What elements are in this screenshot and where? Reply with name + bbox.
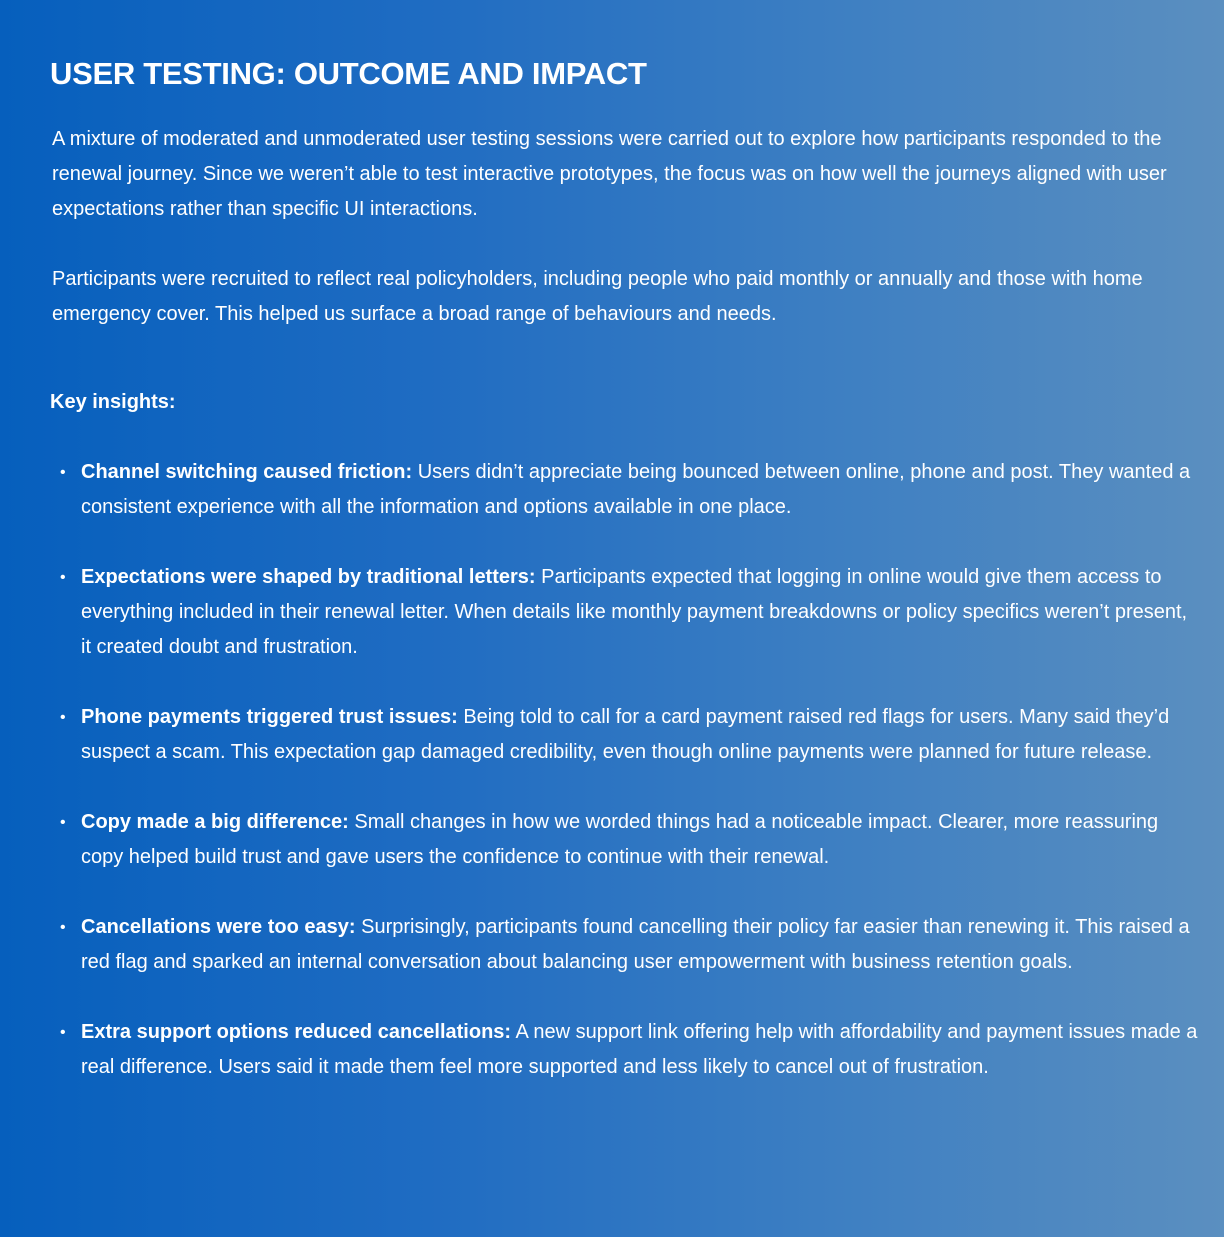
intro-paragraph: Participants were recruited to reflect real policyholders, including people who paid monthly or annually and those with home emergency cover. This helped us surface a broad range of behaviours and needs.: [52, 268, 1143, 325]
insights-list: [50, 455, 1198, 1085]
page-title: USER TESTING: OUTCOME AND IMPACT: [50, 56, 647, 91]
insight-item: [50, 560, 1201, 665]
insight-title: Extra support options reduced cancellations:: [81, 1021, 512, 1043]
insight-text: Users didn’t appreciate being bounced between online, phone and post. They wanted a consistent experience with all the information and options available in one place.: [81, 461, 1191, 518]
insights-heading: Key insights:: [50, 391, 176, 413]
bullet-icon: •: [60, 709, 66, 726]
insight-item: [50, 1015, 1201, 1085]
insight-title: Phone payments triggered trust issues:: [81, 706, 458, 728]
bullet-icon: •: [60, 814, 66, 831]
insight-text: Small changes in how we worded things had a noticeable impact. Clearer, more reassuring copy helped build trust and gave users the confidence to continue with their renewal.: [81, 811, 1159, 868]
insight-item: [50, 700, 1201, 770]
insight-text: Surprisingly, participants found cancelling their policy far easier than renewing it. This raised a red flag and sparked an internal conversation about balancing user empowerment with business retention goals.: [81, 916, 1190, 973]
intro-paragraph: A mixture of moderated and unmoderated user testing sessions were carried out to explore how participants responded to the renewal journey. Since we weren’t able to test interactive prototypes, the focus was on how well the journeys aligned with user expectations rather than specific UI interactions.: [52, 128, 1167, 220]
insight-item: [50, 805, 1201, 875]
insight-title: Channel switching caused friction:: [81, 461, 413, 483]
bullet-icon: •: [60, 464, 66, 481]
insight-text: Being told to call for a card payment raised red flags for users. Many said they’d suspect a scam. This expectation gap damaged credibility, even though online payments were planned for future release.: [81, 706, 1170, 763]
bullet-icon: •: [60, 1024, 66, 1041]
insight-text: A new support link offering help with affordability and payment issues made a real difference. Users said it made them feel more supported and less likely to cancel out of frustration.: [81, 1021, 1198, 1078]
insight-item: [50, 910, 1201, 980]
bullet-icon: •: [60, 919, 66, 936]
insight-text: Participants expected that logging in online would give them access to everything included in their renewal letter. When details like monthly payment breakdowns or policy specifics weren’t present, it created doubt and frustration.: [81, 566, 1188, 658]
insight-title: Cancellations were too easy:: [81, 916, 356, 938]
insight-item: [50, 455, 1201, 525]
intro-section: [52, 122, 1172, 332]
insight-title: Expectations were shaped by traditional letters:: [81, 566, 536, 588]
bullet-icon: •: [60, 569, 66, 586]
insight-title: Copy made a big difference:: [81, 811, 349, 833]
